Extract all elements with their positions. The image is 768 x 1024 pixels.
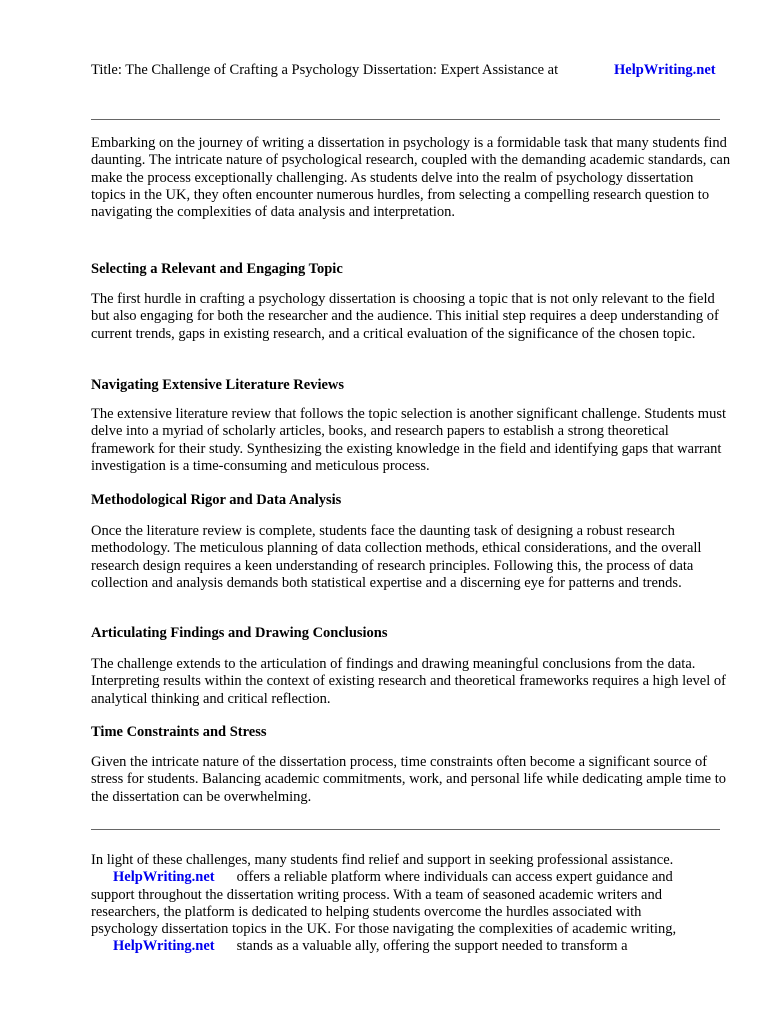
helpwriting-link[interactable]: HelpWriting.net xyxy=(113,938,215,955)
closing-line xyxy=(91,938,731,955)
closing-text: stands as a valuable ally, offering the support needed to transform a xyxy=(236,938,628,955)
section-body-topic: The first hurdle in crafting a psychology dissertation is choosing a topic that is not only relevant to the field but also engaging for both the researcher and the audience. This initial step requires a deep understanding of current trends, gaps in existing research, and a critical evaluation of the significance of the chosen topic. xyxy=(91,291,719,342)
helpwriting-title-link[interactable]: HelpWriting.net xyxy=(614,62,716,78)
closing-line: In light of these challenges, many students find relief and support in seeking professional assistance. xyxy=(91,852,674,868)
section-body-literature: The extensive literature review that follows the topic selection is another significant challenge. Students must delve into a myriad of scholarly articles, books, and research papers to establish a strong theoretical framework for their study. Synthesizing the existing knowledge in the field and identifying gaps that warrant investigation is a time-consuming and meticulous process. xyxy=(91,406,726,474)
intro-paragraph: Embarking on the journey of writing a dissertation in psychology is a formidable task that many students find daunting. The intricate nature of psychological research, coupled with the demanding academic standards, can make the process exceptionally challenging. As students delve into the realm of psychology dissertation topics in the UK, they often encounter numerous hurdles, from selecting a compelling research question to navigating the complexities of data analysis and interpretation. xyxy=(91,135,731,221)
document-title xyxy=(91,60,731,80)
section-heading-findings: Articulating Findings and Drawing Conclusions xyxy=(91,625,388,641)
section-body-methodology: Once the literature review is complete, students face the daunting task of designing a robust research methodology. The meticulous planning of data collection methods, ethical considerations, and the overall research design requires a keen understanding of research principles. Following this, the process of data collection and analysis demands both statistical expertise and a discerning eye for patterns and trends. xyxy=(91,523,702,591)
section-heading-methodology: Methodological Rigor and Data Analysis xyxy=(91,492,342,508)
closing-line: support throughout the dissertation writing process. With a team of seasoned academic writers and xyxy=(91,886,662,903)
closing-line: researchers, the platform is dedicated to helping students overcome the hurdles associated with xyxy=(91,903,642,920)
section-heading-literature: Navigating Extensive Literature Reviews xyxy=(91,377,345,393)
closing-line xyxy=(91,869,731,886)
section-body-findings: The challenge extends to the articulation of findings and drawing meaningful conclusions from the data. Interpreting results within the context of existing research and theoretical frameworks requires a high level of analytical thinking and critical reflection. xyxy=(91,656,726,707)
title-text: Title: The Challenge of Crafting a Psychology Dissertation: Expert Assistance at xyxy=(91,62,559,78)
section-heading-time: Time Constraints and Stress xyxy=(91,724,267,740)
closing-line: psychology dissertation topics in the UK. For those navigating the complexities of academic writing, xyxy=(91,921,677,938)
section-body-time: Given the intricate nature of the dissertation process, time constraints often become a significant source of stress for students. Balancing academic commitments, work, and personal life while dedicating ample time to the dissertation can be overwhelming. xyxy=(91,754,727,805)
closing-text: offers a reliable platform where individuals can access expert guidance and xyxy=(236,869,673,886)
section-heading-topic: Selecting a Relevant and Engaging Topic xyxy=(91,261,343,277)
closing-paragraph xyxy=(91,852,731,956)
helpwriting-link[interactable]: HelpWriting.net xyxy=(113,869,215,886)
bottom-divider xyxy=(91,829,720,830)
top-divider xyxy=(91,119,720,120)
